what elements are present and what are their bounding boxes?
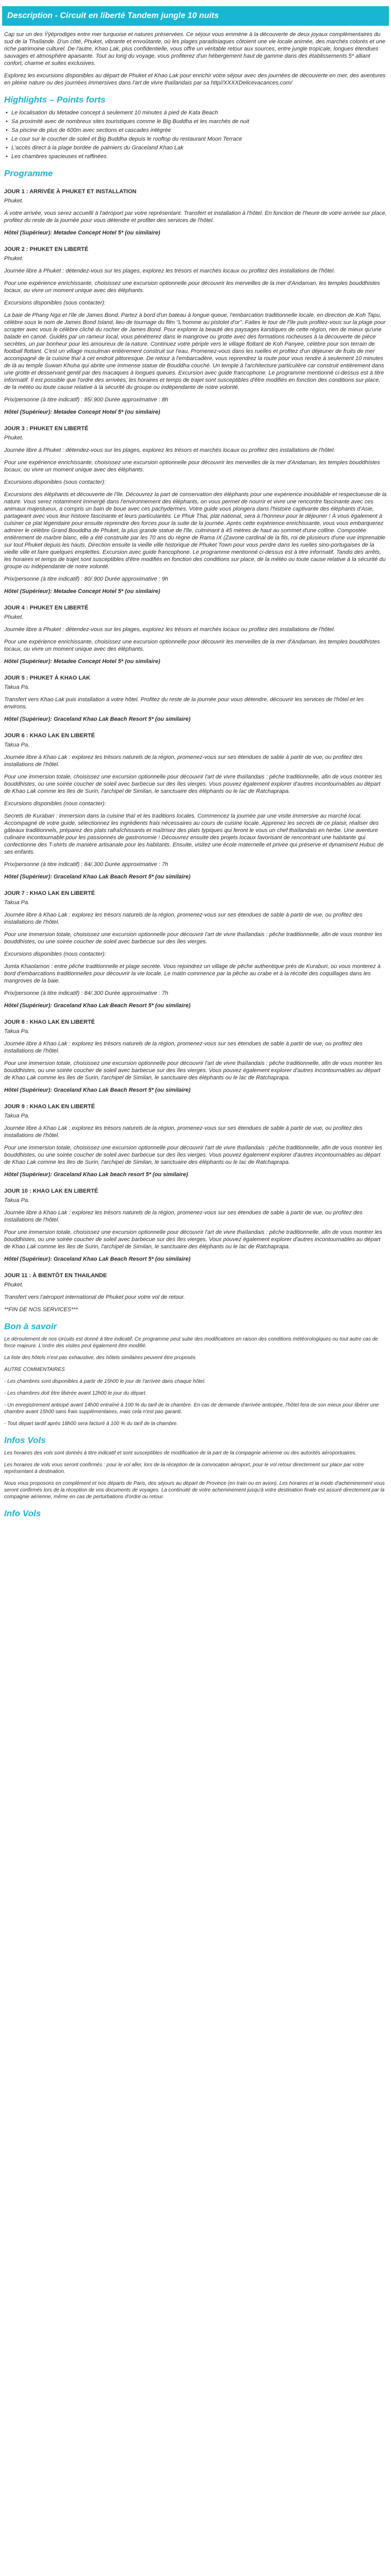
day-hotel: Hôtel (Supérieur): Graceland Khao Lak Beach Resort 5* (ou similaire) [4,1087,191,1093]
day-paragraph: Secrets de Kurabari : immersion dans la cuisine thaï et les traditions locales. Commencez la journée par une visite immersive au marché local. Accompagné de votre guide, sélectionnez les ingrédients frais nécessaires au cours de cuisine locale. Apprenez les secrets de ce plaisir, réaliser des gâteaux traditionnels, préparez des plats rafraîchissants et maîtrisez des plats typiques qui feront le vous un chef thaïlandais en herbe. Une aventure culinaire incontournable pour les passionnés de gastronomie ! Découvrez ensuite des projets locaux favorisant de rencontrant une habitante qui confectionne des T-shirts de manière artisanale pour les habitants. Ensuite, visitez une école maternelle et privée qui préserve et dynamisent Hubuc de ses enfants. [4,813,384,855]
day-heading: JOUR 7 : KHAO LAK EN LIBERTÉ [4,890,95,896]
day-paragraph: La baie de Phang Nga et l'île de James Bond. Partez à bord d'un bateau à longue queue, l'embarcation traditionnelle locale, en direction de Koh Tapu, célèbre sous le nom de James Bond Island, lieu de tournage du film "L'homme au pistolet d'or". Faites le tour de l'île puis profitez-vous sur la plage pour scrapter avec vous le célèbre cliché du rocher de James Bond. Pour explorer la beauté des paysages karstiques de cette région, rien de mieux qu'une balade en canoë. Guidés par un rameur local, vous pénétrerez dans le mangrove ou grotte avec des formations rocheuses à la découverte de pièce secrètes, un par bonheur pour les amoureux de la nature. Continuez votre périple vers le village flottant de Koh Panyee, célèbre pour son terrain de football flottant. C'est un village musulman entièrement construit sur l'eau. Promenez-vous dans les ruelles et profitez d'un déjeuner de fruits de mer accompagné de la cuisine thaï à cet endroit pittoresque. De retour à l'embarcadère, vous reprendrez la route pour vous rendre à seulement 10 minutes de là au temple Suwan Khuha qui abrite une immense statue de Bouddha couché. Un temple à l'architecture particulière car construit entièrement dans une grotte et desservant gentil par des macaques à longues queues. Excursion avec guide francophone. Le programme mentionné ci-dessus est à titre informatif. Il est possible que l'ordre des arrivées, les horaires et temps de trajet sont susceptibles d'être modifiés en fonction des conditions sur place, de la météo ou toute cause relative à la sécurité du groupe ou indépendante de notre volonté. [4,312,386,391]
day-section [4,890,387,1009]
day-paragraph: Transfert vers Khao Lak puis installation à votre hôtel. Profitez du reste de la journée pour vous détendre, découvrir les services de l'hôtel et les environs. [4,697,364,710]
day-section [4,1188,387,1263]
day-paragraph: Pour une expérience enrichissante, choisissez une excursion optionnelle pour découvrir les merveilles de la mer d'Andaman, les temples bouddhistes locaux, ou vivre un moment unique avec des éléphants. [4,639,380,652]
highlight-item: • Les chambres spacieuses et raffinées [11,153,387,160]
day-paragraph: À votre arrivée, vous serez accueilli à l'aéroport par votre représentant. Transfert et installation à l'hôtel. En fonction de l'heure de votre arrivée sur place, profitez du reste de la journée pour vous détendre et profiter des services de l'hôtel. [4,210,387,224]
day-paragraph: Journée libre à Phuket : détendez-vous sur les plages, explorez les trésors et marchés locaux ou profitez des installations de l'hôtel. [4,447,335,453]
day-paragraph: Prix/personne (à titre indicatif) : 84/.300 Durée approximative : 7h [4,861,168,868]
day-paragraph: Excursions disponibles (nous contacter): [4,801,106,807]
infos-vols-title: Infos Vols [4,1435,46,1445]
good-to-know-paragraph: - Les chambres sont disponibles à partir de 15h00 le jour de l'arrivée dans chaque hôtel. [4,1379,206,1384]
day-heading: JOUR 11 : À BIENTÔT EN THAILANDE [4,1273,107,1279]
day-section [4,425,387,595]
day-section [4,188,387,236]
day-heading: JOUR 9 : KHAO LAK EN LIBERTÉ [4,1104,95,1110]
day-paragraph: Pour une immersion totale, choisissez une excursion optionnelle pour découvrir l'art de vivre thaïlandais : pêche traditionnelle, afin de vous montrer les bouddhistes, ou une soirée coucher de soleil avec barbecue sur des îles vierges. Vous pouvez également explorer d'autres incontournables au départ de Khao Lak comme les îles de Surin, l'archipel de Similan, le sanctuaire des éléphants ou le lac de Ratchaprapa. [4,774,382,794]
day-heading: JOUR 2 : PHUKET EN LIBERTÉ [4,246,89,252]
day-paragraph: Journée libre à Phuket : détendez-vous sur les plages, explorez les trésors et marchés locaux ou profitez des installations de l'hôtel. [4,268,335,274]
highlight-item: • L'accès direct à la plage bordée de palmiers du Graceland Khao Lak [11,144,387,151]
day-section [4,674,387,723]
day-paragraph: Pour une immersion totale, choisissez une excursion optionnelle pour découvrir l'art de vivre thaïlandais : pêche traditionnelle, afin de vous montrer les bouddhistes, ou une soirée coucher de soleil avec barbecue sur des îles vierges. Vous pouvez également explorer d'autres incontournables au départ de Khao Lak comme les îles de Surin, l'archipel de Similan, le sanctuaire des éléphants ou le lac de Ratchaprapa. [4,1060,382,1081]
day-heading: JOUR 6 : KHAO LAK EN LIBERTÉ [4,733,95,739]
day-paragraph: Prix/personne (à titre indicatif) : 84/.300 Durée approximative : 7h [4,990,168,996]
day-paragraph: Excursions disponibles (nous contacter): [4,951,106,957]
day-paragraph: Pour une expérience enrichissante, choisissez une excursion optionnelle pour découvrir les merveilles de la mer d'Andaman, les temples bouddhistes locaux, ou vivre un moment unique avec des éléphants. [4,460,380,473]
day-location: Takua Pa. [4,900,30,906]
day-heading: JOUR 5 : PHUKET À KHAO LAK [4,675,90,681]
good-to-know-title: Bon à savoir [4,1321,57,1331]
highlights-list [4,109,387,160]
day-paragraph: Pour une expérience enrichissante, choisissez une excursion optionnelle pour découvrir les merveilles de la mer d'Andaman, les temples bouddhistes locaux, ou vivre un moment unique avec des éléphants. [4,280,380,294]
day-hotel: Hôtel (Supérieur): Metadee Concept Hotel 5* (ou similaire) [4,409,160,415]
highlight-item: • Le localisation du Metadee concept à seulement 10 minutes à pied de Kata Beach [11,109,387,116]
day-paragraph: Jumla Khaolamon : entre pêche traditionnelle et plage secrète. Vous rejoindrez un village de pêche authentique près de Kuraburi, où vous monterez à bord d'embarcations traditionnelles pour découvrir la vie locale. Le matin commence par la pêche au crabe et à la récolte des coquillages dans les mangroves de la baie. [4,963,381,984]
day-hotel: Hôtel (Supérieur): Graceland Khao Lak Beach Resort 5* (ou similaire) [4,874,191,880]
day-heading: JOUR 8 : KHAO LAK EN LIBERTÉ [4,1019,95,1025]
day-paragraph: Excursions des éléphants et découverte de l'île. Découvrez la part de conservation des éléphants pour une expérience inoubliable et respectueuse de la nature. Vous serez notamment immergé dans l'environnement des éléphants, on vous permet de nourrir et vivre une rencontre fascinante avec ces animaux majestueux, a compris un bain de boue avec ces pachydermes. Votre guide vous plongera dans l'histoire captivante des éléphants d'Asie, partageant avec vous leur histoire fascinante et leurs particularités. Le Phuk Thai, plat national, sera à l'honneur pour le déjeuner ! À vous également à cuisiner ce plat légendaire pour ensuite reprendre des forces pour la suite de la journée. Après cette expérience enrichissante, vous vous embarquerez admirer le célèbre Grand Bouddha de Phuket, la plus grande statue de l'île, culminant à 45 mètres de haut au sommet d'une colline. Compostée entièrement de marbre blanc, elle a été construite par les 70 ans du règne de Rama IX (Zavone cardinal de la fils, roi de plusieurs d'une vue imprenable sur tout Phuket depuis les hauts. Direction ensuite la vieille ville historique de Phuket Town pour vous perdre dans les ruelles sino-portugaises de la vieille ville et faire quelques emplettes. Excursion avec guide francophone. Le programme mentionné ci-dessus est à titre informatif. Tandis des arrêts, les horaires et temps de trajet sont susceptibles d'être modifiés en fonction des conditions sur place, de la météo ou toute cause relative à la sécurité du groupe ou indépendante de notre volonté. [4,492,387,570]
day-hotel: Hôtel (Supérieur): Graceland Khao Lak Beach Resort 5* (ou similaire) [4,1003,191,1009]
day-paragraph: Pour une immersion totale, choisissez une excursion optionnelle pour découvrir l'art de vivre thaïlandais : pêche traditionnelle, afin de vous montrer les bouddhistes, ou une soirée coucher de soleil avec barbecue sur des îles vierges. [4,931,382,945]
program-title: Programme [4,168,53,178]
good-to-know-paragraph: La liste des hôtels n'est pas exhaustive, des hôtels similaires peuvent être proposés [4,1355,196,1361]
day-location: Takua Pa. [4,1113,30,1119]
day-paragraph: Excursions disponibles (sous contacter): [4,479,106,485]
intro-paragraph-1: Cap sur un des Ÿÿéprodiges entre mer turquoise et natures préservées. Ce séjour vous emmène à la découverte de deux joyaux complémentaires du sud de la Thaïlande. D'un côté, Phuket, vibrante et envoûtante, où les plages paradisiaques côtoient une vie locale animée, des marchés colorés et une riche patrimoine culturel. De l'autre, Khao Lak, plus confidentielle, vous offre un véritable retour aux sources, entre jungle tropicale, longues étendues sauvages et atmosphère apaisante. Tout au long du voyage, vous profiterez d'un hébergement haut de gamme dans des établissements 5* alliant confort, charme et suites exclusives. [4,31,385,66]
day-hotel: Hôtel (Supérieur): Graceland Khao Lak beach resort 5* (ou similaire) [4,1172,188,1178]
day-paragraph: Journée libre à Khao Lak : explorez les trésors naturels de la région, promenez-vous sur ses étendues de sable à partir de vue, ou profitez des installations de l'hôtel. [4,1041,363,1054]
day-hotel: Hôtel (Supérieur): Graceland Khao Lak Beach Resort 5* (ou similaire) [4,1256,191,1262]
day-paragraph: Excursions disponibles (sous contacter): [4,300,106,306]
day-section [4,604,387,665]
good-to-know-paragraph: - Tout départ tardif après 18h00 sera facturé à 100 % du tarif de la chambre. [4,1421,178,1427]
day-heading: JOUR 1 : ARRIVÉE À PHUKET ET INSTALLATION [4,189,137,195]
day-location: Phuket. [4,256,24,262]
day-location: Phuket. [4,614,24,620]
day-hotel: Hôtel (Supérieur): Metadee Concept Hotel 5* (ou similaire) [4,230,160,236]
day-paragraph: Journée libre à Khao Lak : explorez les trésors naturels de la région, promenez-vous sur ses étendues de sable à partir de vue, ou profitez des installations de l'hôtel. [4,1210,363,1223]
footer-title: Info Vols [4,1509,41,1518]
day-hotel: Hôtel (Supérieur): Metadee Concept Hotel 5* (ou similaire) [4,588,160,595]
day-paragraph: **FIN DE NOS SERVICES*** [4,1307,78,1313]
highlight-item: • Sa piscine de plus de 600m avec sections et cascades intégrée [11,127,387,134]
day-section [4,1272,387,1313]
day-paragraph: Journée libre à Khao Lak : explorez les trésors naturels de la région, promenez-vous sur ses étendues de sable à partir de vue, ou profitez des installations de l'hôtel. [4,754,363,768]
highlight-item: • Le cour sur le coucher de soleil et Big Buddha depuis le rooftop du restaurant Moon Terrace [11,135,387,143]
good-to-know-paragraph: AUTRE COMMENTAIRES [4,1367,65,1372]
day-section [4,1103,387,1178]
intro-paragraph-2: Explorez les excursions disponibles au départ de Phuket et Khao Lak pour enrichir votre séjour avec des journées de découverte en mer, des aventures en pleine nature ou des journées immersives dans l'art de vivre thaïlandais par sa http//XXXXDelicevacances.com/ [4,73,386,86]
day-paragraph: Transfert vers l'aéroport international de Phuket pour votre vol de retour. [4,1294,185,1300]
content [0,26,391,1519]
day-heading: JOUR 10 : KHAO LAK EN LIBERTÉ [4,1188,99,1194]
highlights-title: Highlights – Points forts [4,95,106,105]
day-paragraph: Pour une immersion totale, choisissez une excursion optionnelle pour découvrir l'art de vivre thaïlandais : pêche traditionnelle, afin de vous montrer les bouddhistes, ou une soirée coucher de soleil avec barbecue sur des îles vierges. Vous pouvez également explorer d'autres incontournables au départ de Khao Lak comme les îles de Surin, l'archipel de Similan, le sanctuaire des éléphants ou le lac de Ratchaprapa. [4,1229,382,1250]
day-location: Takua Pa. [4,742,30,748]
page-title: Description - Circuit en liberté Tandem jungle 10 nuits [7,11,219,20]
day-location: Takua Pa. [4,1028,30,1035]
highlight-item: • Sa proximité avec de nombreux sites touristiques comme le Big Buddha et les marchés de nuit [11,118,387,125]
good-to-know-paragraph: Le déroulement de nos circuits est donné à titre indicatif. Ce programme peut subir des modifications en raison des conditions météorologiques ou tout autre cas de force majeure. L'ordre des visites peut également être modifié. [4,1336,378,1349]
infos-vols-paragraph: Les horaires des vols sont donnés à titre indicatif et sont susceptibles de modification de la part de la compagnie aérienne ou des autorités aéroportuaires. [4,1450,357,1456]
day-paragraph: Prix/personne (à titre indicatif) : 80/.900 Durée approximative : 9h [4,576,168,582]
day-hotel: Hôtel (Supérieur): Metadee Concept Hotel 5* (ou similaire) [4,658,160,665]
infos-vols-paragraph: Les horaires de vols vous seront confirmés : pour le vol aller, lors de la réception de la convocation aéroport, pour le vol retour directement sur place par votre représentant à destination. [4,1462,364,1475]
day-location: Phuket. [4,198,24,204]
good-to-know-paragraph: - Les chambres doit être libérée avant 12h00 le jour du départ. [4,1391,147,1396]
infos-vols-paragraph: Nous vous proposons en complément et nos départs de Paris, des séjours au départ de Province (en train ou en avion). Les horaires et la mode d'acheminement vous seront confirmés lors de la réception de vos documents de voyages. La continuité de votre acheminement jusqu'à votre destination finale est assuré directement par la compagnie aérienne, même en cas de perturbations d'ordre ou retour. [4,1481,385,1500]
day-location: Phuket. [4,1282,24,1288]
day-location: Takua Pa. [4,1197,30,1204]
day-paragraph: Journée libre à Khao Lak : explorez les trésors naturels de la région, promenez-vous sur ses étendues de sable à partir de vue, ou profitez des installations de l'hôtel. [4,912,363,925]
day-paragraph: Journée libre à Khao Lak : explorez les trésors naturels de la région, promenez-vous sur ses étendues de sable à partir de vue, ou profitez des installations de l'hôtel. [4,1125,363,1139]
day-paragraph: Prix/personne (à titre indicatif) : 85/.900 Durée approximative : 8h [4,397,168,403]
good-to-know-paragraph: - Un enregistrement anticipé avant 14h00 entraîné à 100 % du tarif de la chambre. En cas de demande d'arrivée anticipée, l'hôtel fera de son mieux pour libérer une chambre avant 15h00 sans frais supplémentaires, mais cela n'est pas garanti. [4,1402,379,1415]
day-heading: JOUR 4 : PHUKET EN LIBERTÉ [4,605,89,611]
day-heading: JOUR 3 : PHUKET EN LIBERTÉ [4,426,89,432]
day-section [4,732,387,880]
day-location: Takua Pa. [4,684,30,690]
page [0,6,391,1519]
day-section [4,1019,387,1094]
day-hotel: Hôtel (Supérieur): Graceland Khao Lak Beach Resort 5* (ou similaire) [4,716,191,722]
day-paragraph: Journée libre à Phuket : détendez-vous sur les plages, explorez les trésors et marchés locaux ou profitez des installations de l'hôtel. [4,626,335,633]
day-location: Phuket. [4,435,24,441]
day-section [4,246,387,416]
description-title-bar [2,6,389,26]
day-paragraph: Pour une immersion totale, choisissez une excursion optionnelle pour découvrir l'art de vivre thaïlandais : pêche traditionnelle, afin de vous montrer les bouddhistes, ou une soirée coucher de soleil avec barbecue sur des îles vierges. Vous pouvez également explorer d'autres incontournables au départ de Khao Lak comme les îles de Surin, l'archipel de Similan, le sanctuaire des éléphants ou le lac de Ratchaprapa. [4,1145,382,1165]
